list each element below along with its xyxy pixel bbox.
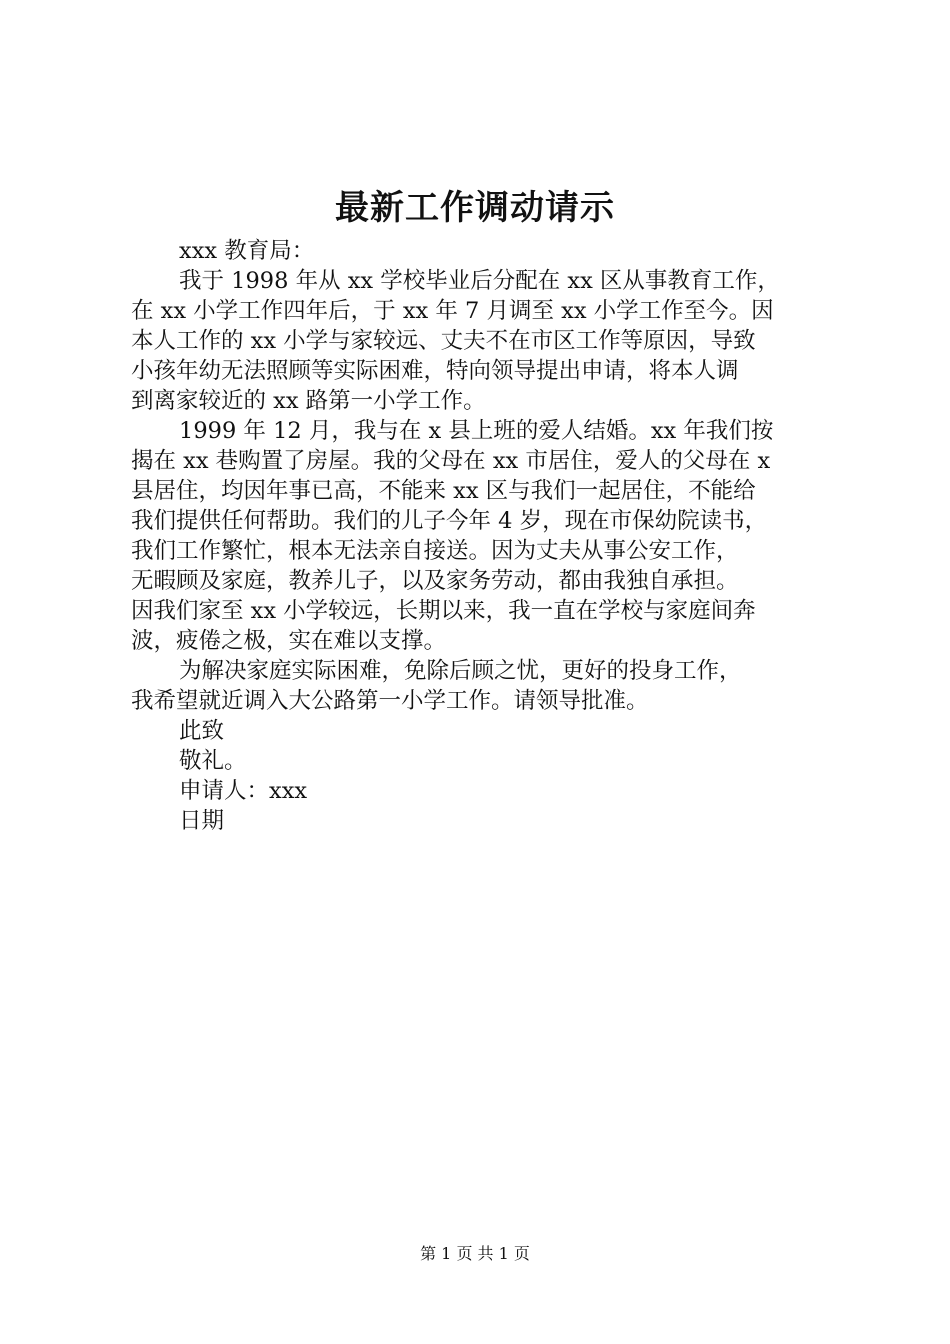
paragraph-line: 无暇顾及家庭，教养儿子，以及家务劳动，都由我独自承担。 xyxy=(131,568,739,594)
document-title: 最新工作调动请示 xyxy=(335,188,615,228)
applicant-line: 申请人：xxx xyxy=(179,778,308,804)
paragraph-line: 我希望就近调入大公路第一小学工作。请领导批准。 xyxy=(131,688,649,714)
paragraph-line: 我于 1998 年从 xx 学校毕业后分配在 xx 区从事教育工作， xyxy=(179,268,780,294)
paragraph-3 xyxy=(131,656,836,716)
paragraph-line: 1999 年 12 月，我与在 x 县上班的爱人结婚。xx 年我们按 xyxy=(179,418,774,444)
paragraph-line: 在 xx 小学工作四年后，于 xx 年 7 月调至 xx 小学工作至今。因 xyxy=(131,298,774,324)
paragraph-line: 县居住，均因年事已高，不能来 xx 区与我们一起居住，不能给 xyxy=(131,478,756,504)
closing-line: 此致 xyxy=(179,718,225,744)
paragraph-line: 为解决家庭实际困难，免除后顾之忧，更好的投身工作， xyxy=(179,658,742,684)
paragraph-line: 到离家较近的 xx 路第一小学工作。 xyxy=(131,388,486,414)
paragraph-line: 本人工作的 xx 小学与家较远、丈夫不在市区工作等原因，导致 xyxy=(131,328,756,354)
page-footer: 第 1 页 共 1 页 xyxy=(420,1244,530,1263)
document-body xyxy=(131,236,836,836)
paragraph-line: 我们工作繁忙，根本无法亲自接送。因为丈夫从事公安工作， xyxy=(131,538,739,564)
paragraph-line: 小孩年幼无法照顾等实际困难，特向领导提出申请，将本人调 xyxy=(131,358,739,384)
date-line: 日期 xyxy=(179,808,225,834)
recipient-line: xxx 教育局： xyxy=(179,238,315,264)
paragraph-2 xyxy=(131,416,836,656)
paragraph-line: 揭在 xx 巷购置了房屋。我的父母在 xx 市居住，爱人的父母在 x xyxy=(131,448,771,474)
paragraph-line: 波，疲倦之极，实在难以支撑。 xyxy=(131,628,447,654)
paragraph-1 xyxy=(131,266,836,416)
salutation-line: 敬礼。 xyxy=(179,748,247,774)
paragraph-line: 我们提供任何帮助。我们的儿子今年 4 岁，现在市保幼院读书， xyxy=(131,508,768,534)
paragraph-line: 因我们家至 xx 小学较远，长期以来，我一直在学校与家庭间奔 xyxy=(131,598,756,624)
